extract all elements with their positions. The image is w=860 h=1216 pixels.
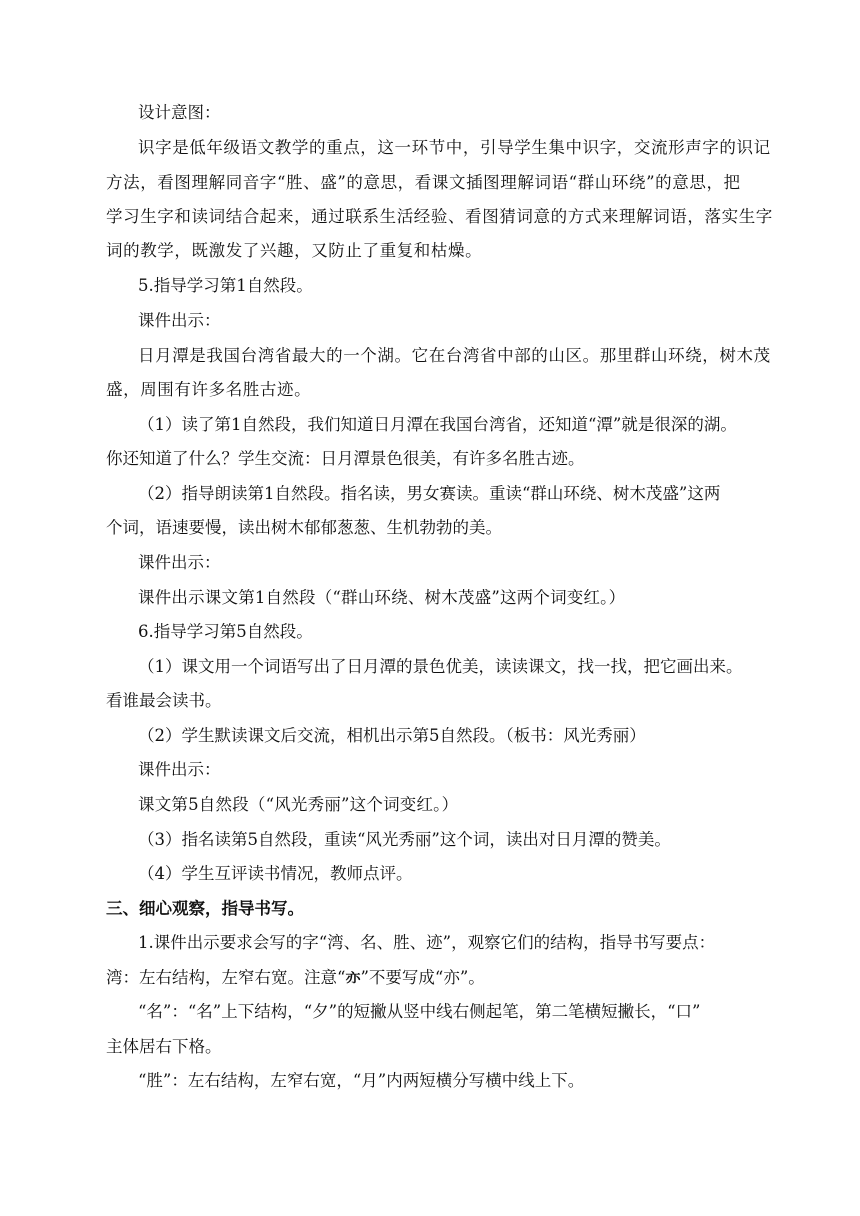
writing-tip-prefix: 湾：左右结构，左窄右宽。注意“ [106, 968, 346, 987]
paragraph-line: （3）指名读第5自然段，重读“风光秀丽”这个词，读出对日月潭的赞美。 [138, 830, 671, 849]
paragraph-line: （1）读了第1自然段，我们知道日月潭在我国台湾省，还知道“潭”就是很深的湖。 [138, 415, 737, 434]
courseware-label: 课件出示： [138, 553, 221, 572]
paragraph-line: 识字是低年级语文教学的重点，这一环节中，引导学生集中识字，交流形声字的识记 [138, 138, 771, 157]
paragraph-line: 1.课件出示要求会写的字“湾、名、胜、迹”，观察它们的结构，指导书写要点： [138, 933, 716, 952]
section-heading: 三、细心观察，指导书写。 [106, 899, 304, 918]
design-intent-heading: 设计意图： [138, 103, 221, 122]
courseware-label: 课件出示： [138, 760, 221, 779]
courseware-text-line: 日月潭是我国台湾省最大的一个湖。它在台湾省中部的山区。那里群山环绕，树木茂 [138, 346, 771, 365]
writing-tip-line [106, 966, 485, 990]
step-heading: 6.指导学习第5自然段。 [138, 622, 313, 641]
paragraph-line: “胜”：左右结构，左窄右宽，“月”内两短横分写横中线上下。 [138, 1071, 585, 1090]
paragraph-line: （2）学生默读课文后交流，相机出示第5自然段。（板书：风光秀丽） [138, 726, 646, 745]
paragraph-line: 学习生字和读词结合起来，通过联系生活经验、看图猜词意的方式来理解词语，落实生字 [106, 207, 773, 226]
paragraph-line: 主体居右下格。 [106, 1037, 222, 1056]
courseware-label: 课件出示： [138, 311, 221, 330]
courseware-text-line: 课件出示课文第1自然段（“群山环绕、树木茂盛”这两个词变红。） [138, 588, 626, 607]
paragraph-line: （4）学生互评读书情况，教师点评。 [138, 864, 413, 883]
paragraph-line: 方法，看图理解同音字“胜、盛”的意思，看课文插图理解词语“群山环绕”的意思，把 [106, 173, 741, 192]
component-glyph: 亦 [345, 970, 361, 986]
paragraph-line: 你还知道了什么？学生交流：日月潭景色很美，有许多名胜古迹。 [106, 449, 585, 468]
paragraph-line: 词的教学，既激发了兴趣，又防止了重复和枯燥。 [106, 241, 483, 260]
paragraph-line: 个词，语速要慢，读出树木郁郁葱葱、生机勃勃的美。 [106, 518, 502, 537]
courseware-text-line: 盛，周围有许多名胜古迹。 [106, 380, 312, 399]
paragraph-line: “名”：“名”上下结构，“夕”的短撇从竖中线右侧起笔，第二笔横短撇长，“口” [138, 1002, 701, 1021]
courseware-text-line: 课文第5自然段（“风光秀丽”这个词变红。） [138, 795, 459, 814]
paragraph-line: （2）指导朗读第1自然段。指名读，男女赛读。重读“群山环绕、树木茂盛”这两 [138, 484, 721, 503]
paragraph-line: 看谁最会读书。 [106, 691, 222, 710]
step-heading: 5.指导学习第1自然段。 [138, 276, 313, 295]
writing-tip-suffix: ”不要写成“亦”。 [360, 968, 485, 987]
paragraph-line: （1）课文用一个词语写出了日月潭的景色优美，读读课文，找一找，把它画出来。 [138, 657, 743, 676]
